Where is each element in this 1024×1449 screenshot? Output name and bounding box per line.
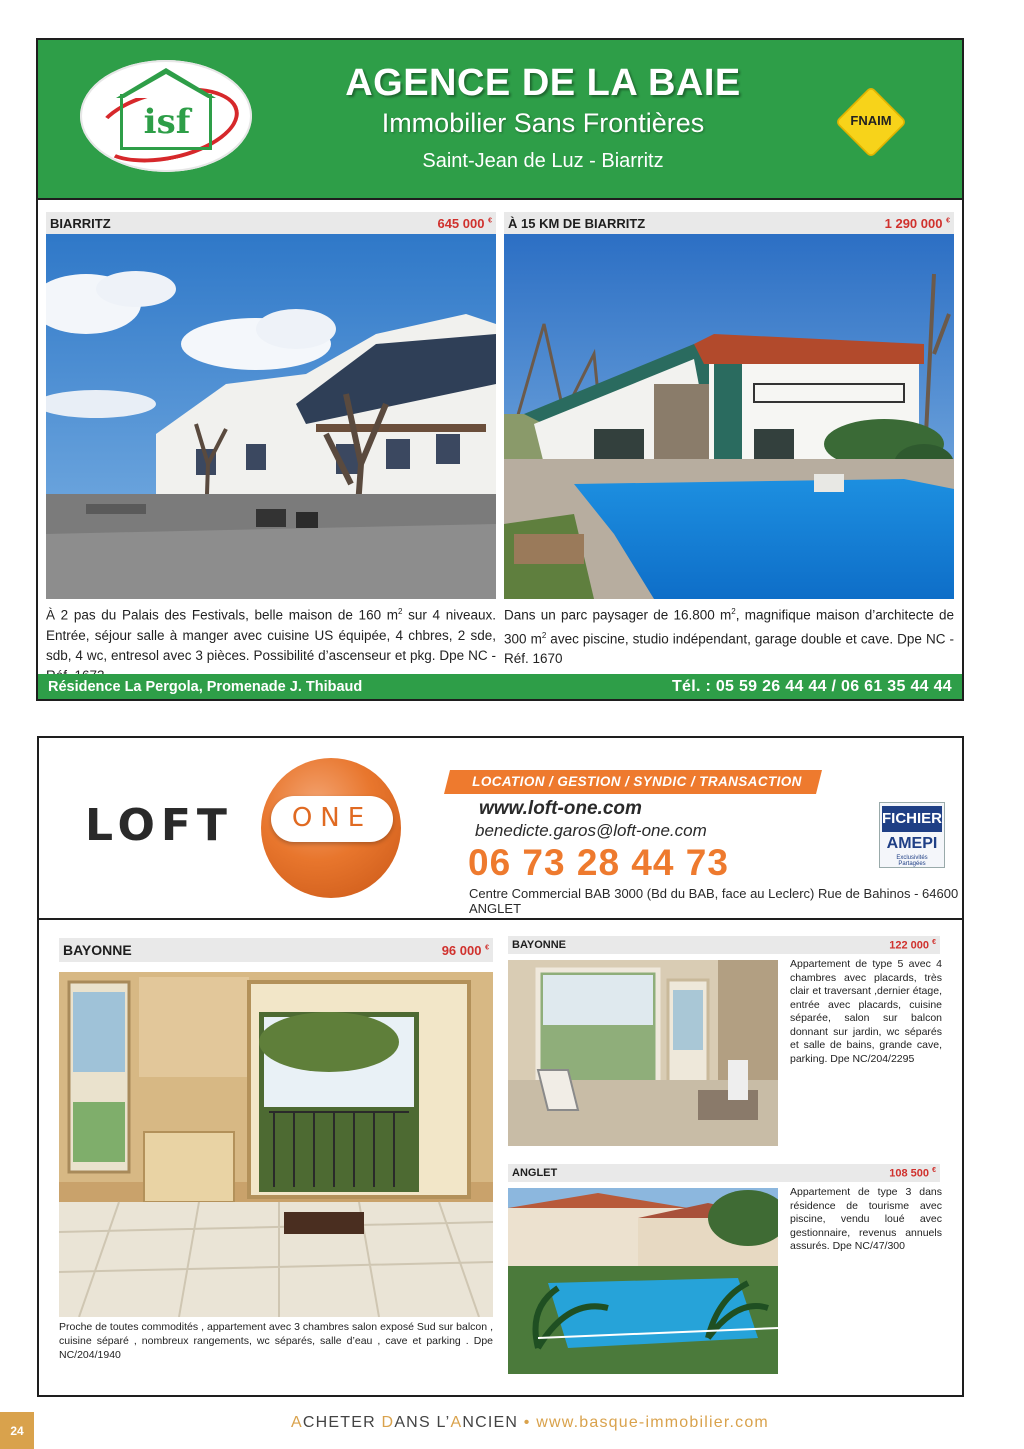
magazine-footer: ACHETER DANS L’ANCIEN • www.basque-immobilier.com xyxy=(291,1414,769,1431)
logo-text: isf xyxy=(143,102,191,142)
listing-description: Appartement de type 3 dans résidence de tourisme avec piscine, vendu loué avec gestionnaire, revenus annuels assurés. Dpe NC/47/300 xyxy=(790,1186,942,1252)
services-text: LOCATION / GESTION / SYNDIC / TRANSACTION xyxy=(472,774,802,789)
page-number: 24 xyxy=(0,1412,34,1449)
listing-photo-bayonne-apartment[interactable] xyxy=(508,960,778,1146)
listing-description: À 2 pas du Palais des Festivals, belle maison de 160 $m^2$ sur 4 niveaux. Entrée, séjour salle à manger avec cuisine US équipée, 4 chbres, 2 sde, sdb, 4 wc, entresol avec 3 pièces. Possibilité d’ascenseur et pkg. Dpe NC - xyxy=(46,607,496,663)
listing-photo-bayonne-living-room[interactable] xyxy=(59,972,493,1317)
fnaim-badge xyxy=(832,92,910,152)
listing-description: Dans un parc paysager de 16.800 $m^2$, magnifique maison d’architecte de 300 $m^2$ avec piscine, studio indépendant, garage double et cave. Dpe NC - Réf. 1670 xyxy=(504,607,954,666)
amepi-line3: Exclusivités Partagées xyxy=(896,855,928,867)
listing-location: BAYONNE xyxy=(63,942,132,958)
listing-location: BIARRITZ xyxy=(50,215,111,231)
listing-description: Proche de toutes commodités , appartement avec 3 chambres salon exposé Sud sur balcon , cuisine séparé , nombreux rangements, wc séparés, salle d’eau , cave et parking . Dpe NC/204/1940 xyxy=(59,1321,493,1361)
agence-address: Résidence La Pergola, Promenade J. Thibaud xyxy=(48,678,363,695)
loft-address: Centre Commercial BAB 3000 (Bd du BAB, face au Leclerc) Rue de Bahinos - 64600 ANGLET xyxy=(469,886,959,916)
listing-header xyxy=(504,212,954,234)
listing-price: 645 000 € xyxy=(437,215,492,231)
listing-price: 96 000 € xyxy=(441,942,489,958)
orb-text: ONE xyxy=(291,803,373,833)
loft-brand-word: LOFT xyxy=(85,800,233,851)
footer-website-link[interactable]: www.basque-immobilier.com xyxy=(536,1414,769,1431)
fnaim-label: FNAIM xyxy=(850,113,892,128)
listing-price: 108 500 € xyxy=(889,1166,936,1180)
agence-subtitle: Immobilier Sans Frontières xyxy=(381,108,705,138)
loft-email-link[interactable]: benedicte.garos@loft-one.com xyxy=(475,821,707,840)
loft-orb-logo xyxy=(261,758,401,898)
listing-header xyxy=(46,212,496,234)
agence-footer xyxy=(38,674,962,699)
listing-header xyxy=(59,938,493,962)
listing-price: 1 290 000 € xyxy=(884,215,950,231)
loft-divider xyxy=(39,918,962,920)
agence-phone[interactable]: Tél. : 05 59 26 44 44 / 06 61 35 44 44 xyxy=(671,677,952,695)
listing-photo-anglet-residence-pool[interactable] xyxy=(508,1188,778,1374)
loft-website-link[interactable]: www.loft-one.com xyxy=(479,798,642,819)
amepi-line2: AMEPI xyxy=(886,835,938,852)
listing-header xyxy=(508,1164,940,1182)
loft-one-ad xyxy=(37,736,964,1397)
amepi-badge xyxy=(879,802,945,868)
agence-title: AGENCE DE LA BAIE xyxy=(345,62,741,104)
isf-logo xyxy=(80,60,252,172)
agence-ad xyxy=(36,38,964,701)
listing-header xyxy=(508,936,940,954)
listing-price: 122 000 € xyxy=(889,938,936,952)
agence-header xyxy=(38,40,962,200)
loft-phone[interactable]: 06 73 28 44 73 xyxy=(468,842,729,883)
listing-location: À 15 KM DE BIARRITZ xyxy=(508,215,646,231)
listing-location: BAYONNE xyxy=(512,939,566,951)
listing-description: Appartement de type 5 avec 4 chambres avec placards, très clair et traversant ,dernier étage, entrée avec placards, cuisine séparée, salon sur balcon donnant sur jardin, wc séparés et salle de bains, grande cave, parking. Dpe NC/204/2295 xyxy=(790,958,942,1065)
listing-location: ANGLET xyxy=(512,1167,558,1179)
amepi-line1: FICHIER xyxy=(882,806,942,832)
listing-photo-biarritz-street[interactable] xyxy=(46,234,496,599)
listing-photo-architect-house-pool[interactable] xyxy=(504,234,954,599)
agence-cities: Saint-Jean de Luz - Biarritz xyxy=(422,150,664,172)
